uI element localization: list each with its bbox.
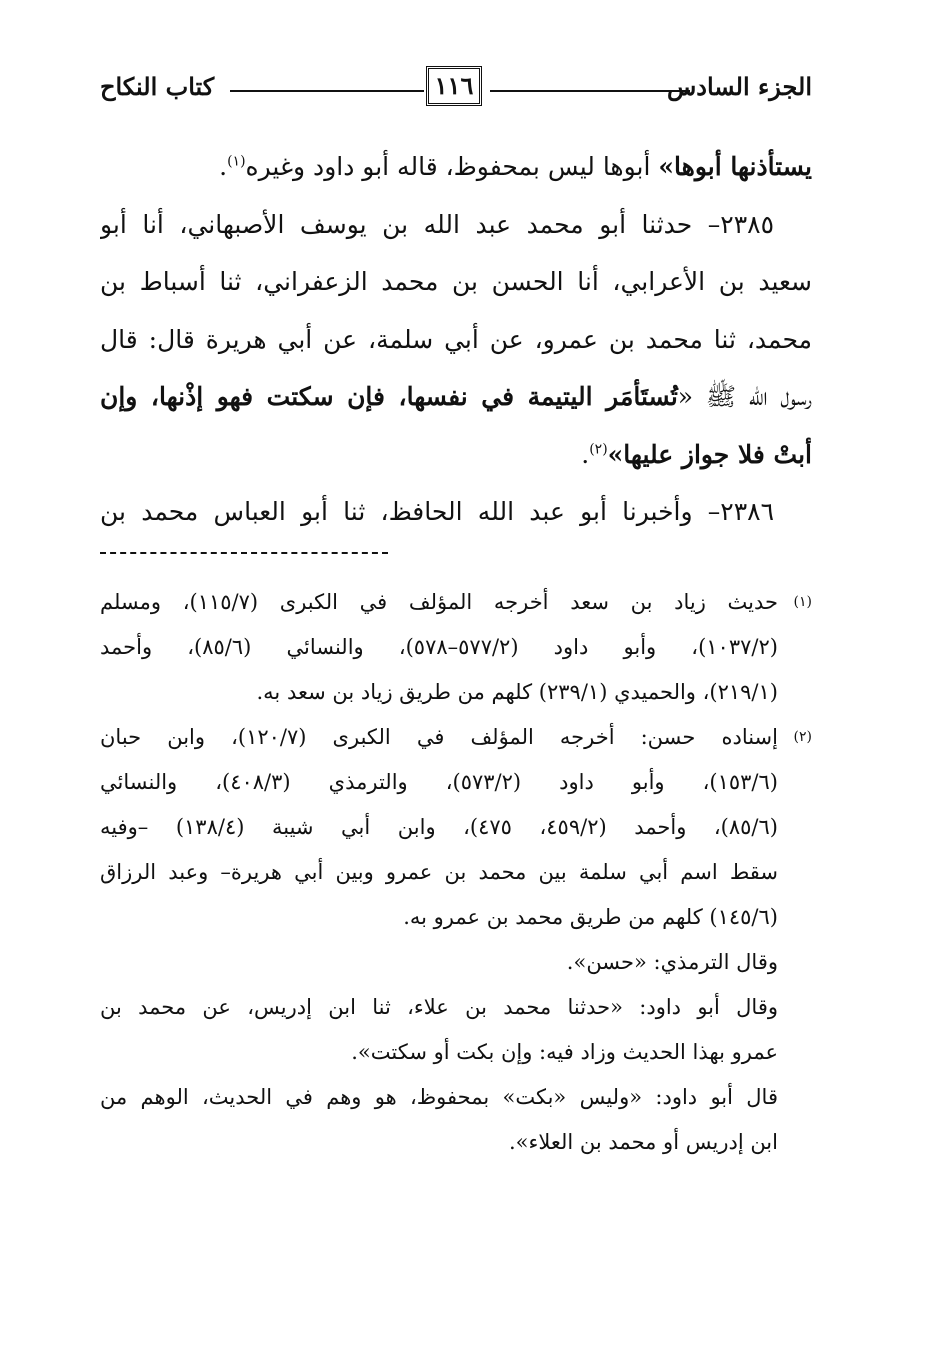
footnote-extra-line: وقال الترمذي: «حسن».: [566, 950, 778, 974]
footnote-2-line: (١٤٥/٦) كلهم من طريق محمد بن عمرو به.: [403, 905, 778, 929]
footnote-1-marker: (١): [793, 594, 812, 610]
header-rule-left: [230, 90, 424, 92]
header-volume: الجزء السادس: [666, 72, 812, 101]
main-text: [100, 138, 812, 541]
text-span: أبوها ليس بمحفوظ، قاله أبو داود وغيره: [245, 152, 659, 181]
text-span: رسول الله ﷺ «: [677, 382, 812, 411]
text-tail: .: [219, 152, 228, 181]
page-number: ١١٦: [426, 66, 482, 106]
hadith-bold-text: تُستَأمَر اليتيمة في نفسها، فإن سكتت فهو إذْنها، وإن: [100, 382, 678, 411]
footnote-text: حديث زياد بن سعد أخرجه المؤلف في الكبرى (١١٥/٧)، ومسلم: [100, 590, 778, 614]
text-line: [100, 426, 812, 484]
text-tail: .: [581, 439, 590, 469]
footnote-extra-line: ابن إدريس أو محمد بن العلاء».: [508, 1130, 778, 1154]
footnote-ref: (١): [227, 153, 246, 170]
footnote-1-line: [100, 580, 812, 625]
hadith-number-line: ٢٣٨٦– وأخبرنا أبو عبد الله الحافظ، ثنا أبو العباس محمد بن: [100, 497, 774, 526]
footnote-extra-line: عمرو بهذا الحديث وزاد فيه: وإن بكت أو سكتت».: [351, 1040, 778, 1064]
footnote-1-line: (٢١٩/١)، والحميدي (٢٣٩/١) كلهم من طريق زياد بن سعد به.: [256, 680, 778, 704]
text-line: [100, 138, 812, 196]
footnote-extra-line: قال أبو داود: «وليس «بكت» بمحفوظ، هو وهم في الحديث، الوهم من: [100, 1085, 778, 1109]
hadith-bold-text: يستأذنها أبوها»: [658, 152, 812, 181]
header-book-title: كتاب النكاح: [100, 72, 215, 101]
footnote-divider: [100, 552, 388, 554]
text-line: [100, 368, 812, 426]
footnote-2-line: [100, 715, 812, 760]
footnote-2-line: سقط اسم أبي سلمة بين محمد بن عمرو وبين أبي هريرة– وعبد الرزاق: [100, 860, 778, 884]
footnote-2-line: (١٥٣/٦)، وأبو داود (٥٧٣/٢)، والترمذي (٤٠٨/٣)، والنسائي: [100, 770, 778, 794]
footnote-2-marker: (٢): [793, 729, 812, 745]
footnote-1-line: (١٠٣٧/٢)، وأبو داود (٥٧٧/٢–٥٧٨)، والنسائي (٨٥/٦)، وأحمد: [100, 635, 778, 659]
text-line: محمد، ثنا محمد بن عمرو، عن أبي سلمة، عن أبي هريرة قال: قال: [100, 324, 812, 354]
hadith-number-line: ٢٣٨٥– حدثنا أبو محمد عبد الله بن يوسف الأصبهاني، أنا أبو: [100, 209, 774, 239]
footnote-ref: (٢): [589, 441, 608, 458]
footnote-text: إسناده حسن: أخرجه المؤلف في الكبرى (١٢٠/٧)، وابن حبان: [100, 725, 778, 749]
header-rule-right: [490, 90, 690, 92]
text-line: سعيد بن الأعرابي، أنا الحسن بن محمد الزعفراني، ثنا أسباط بن: [100, 267, 812, 296]
footnotes: [100, 580, 812, 1165]
footnote-extra-line: وقال أبو داود: «حدثنا محمد بن علاء، ثنا ابن إدريس، عن محمد بن: [100, 995, 778, 1019]
footnote-2-line: (٨٥/٦)، وأحمد (٤٥٩/٢، ٤٧٥)، وابن أبي شيبة (١٣٨/٤) –وفيه: [100, 815, 778, 839]
hadith-bold-text: أبتْ فلا جواز عليها»: [607, 439, 812, 469]
running-header: [100, 66, 812, 112]
